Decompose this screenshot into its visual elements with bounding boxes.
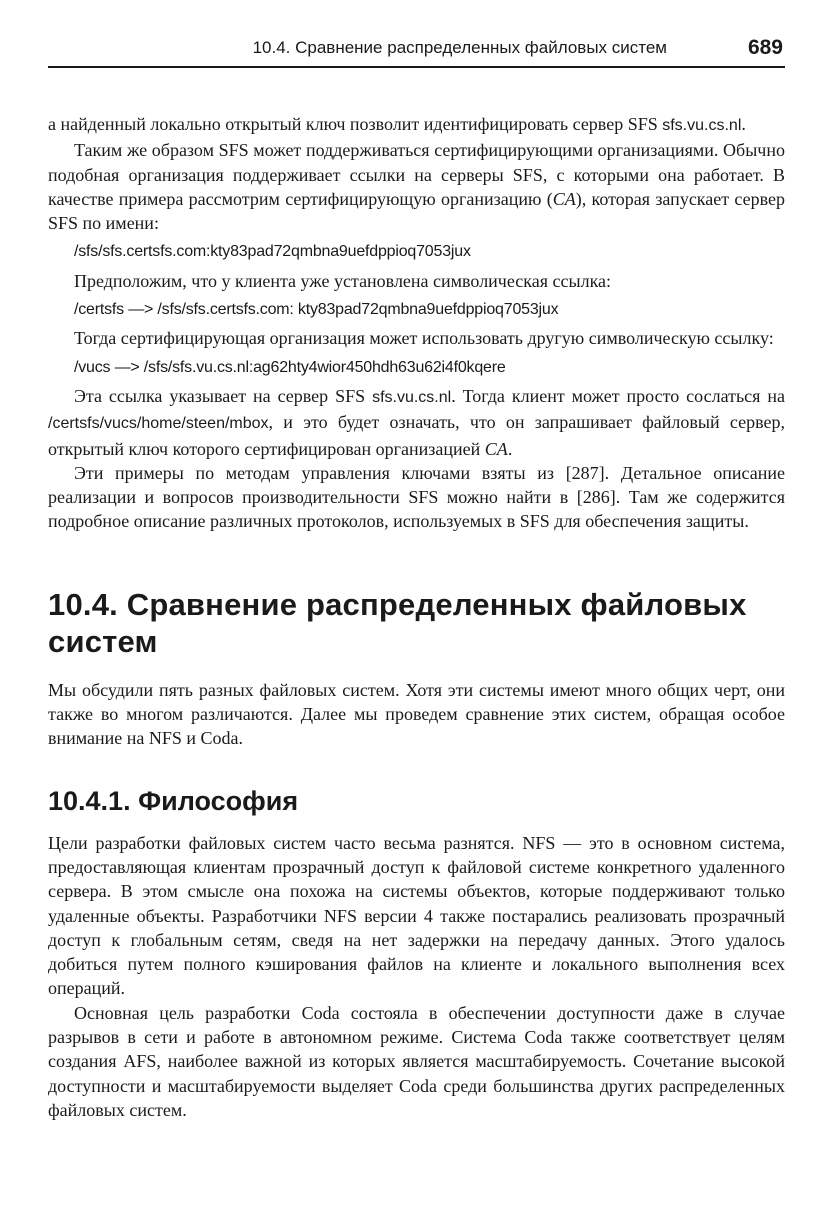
inline-code: /certsfs/vucs/home/steen/mbox [48, 415, 269, 433]
inline-code: sfs.vu.cs.nl [662, 117, 742, 134]
code-line-sfs-path: /sfs/sfs.certsfs.com:kty83pad72qmbna9uefdppioq7053jux [74, 243, 471, 261]
page-content [48, 112, 785, 1122]
code-line-vucs-link: /vucs —> /sfs/sfs.vu.cs.nl:ag62hty4wior450hdh63u62i4f0kqere [74, 358, 506, 376]
paragraph-text: ), которая запускает сервер SFS по имени: [48, 188, 785, 234]
section-intro: Мы обсудили пять разных файловых систем. Хотя эти системы имеют много общих черт, они также во многом различаются. Далее мы проведем сравнение этих систем, обращая особое внимание на NFS и Coda. [48, 679, 785, 749]
paragraph-continuation [48, 112, 785, 138]
inline-code: sfs.vu.cs.nl [372, 388, 452, 406]
paragraph-text: , и это будет означать, что он запрашивает файловый сервер, открытый ключ которого сертифицирован организацией [48, 412, 785, 459]
paragraph-certification [48, 138, 785, 235]
paragraph-text: . [507, 438, 513, 459]
paragraph-coda: Основная цель разработки Coda состояла в обеспечении доступности даже в случае разрывов в сети и работе в автономном режиме. Система Coda также соответствует целям создания AFS, наиболее важной из которых является масштабируемость. Сочетание высокой доступности и масштабируемости выделяет Coda среди большинства других распределенных файловых систем. [48, 1002, 785, 1120]
section-heading: 10.4. Сравнение распределенных файловых систем [48, 586, 747, 659]
paragraph-text: Эта ссылка указывает на сервер SFS [74, 385, 373, 406]
ca-italic: CA [552, 188, 576, 209]
running-header [48, 32, 785, 68]
subsection-heading: 10.4.1. Философия [48, 785, 299, 816]
ca-italic: CA [484, 438, 508, 459]
paragraph-references: Эти примеры по методам управления ключами взяты из [287]. Детальное описание реализации и вопросов производительности SFS можно найти в [286]. Там же содержится подробное описание различных протоколов, используемых в SFS для обеспечения защиты. [48, 462, 785, 532]
paragraph-text: . [741, 114, 746, 134]
paragraph-link-explanation [48, 384, 785, 461]
paragraph-other-symlink: Тогда сертифицирующая организация может использовать другую символическую ссылку: [74, 328, 774, 349]
paragraph-text: а найденный локально открытый ключ позволит идентифицировать сервер SFS [48, 114, 663, 134]
running-header-title: 10.4. Сравнение распределенных файловых систем [252, 38, 667, 57]
paragraph-symlink: Предположим, что у клиента уже установлена символическая ссылка: [74, 270, 612, 291]
paragraph-goals: Цели разработки файловых систем часто весьма разнятся. NFS — это в основном система, предоставляющая клиентам прозрачный доступ к файловой системе конкретного удаленного сервера. В этом смысле она похожа на системы объектов, которые поддерживают только удаленные объекты. Разработчики NFS версии 4 также постарались реализовать прозрачный доступ к глобальным сетям, сведя на нет задержки на передачу данных. Этого удалось добиться путем полного кэширования файлов на клиенте и локального выполнения всех операций. [48, 832, 785, 999]
page-number: 689 [747, 36, 783, 59]
paragraph-text: . Тогда клиент может просто сослаться на [451, 385, 785, 406]
code-line-certsfs-link: /certsfs —> /sfs/sfs.certsfs.com: kty83pad72qmbna9uefdppioq7053jux [74, 301, 559, 319]
paragraph-text: Таким же образом SFS может поддерживаться сертифицирующими организациями. Обычно подобная организация поддерживает ссылки на серверы SFS, с которыми она работает. В качестве примера рассмотрим сертифицирующую организацию ( [48, 140, 785, 209]
